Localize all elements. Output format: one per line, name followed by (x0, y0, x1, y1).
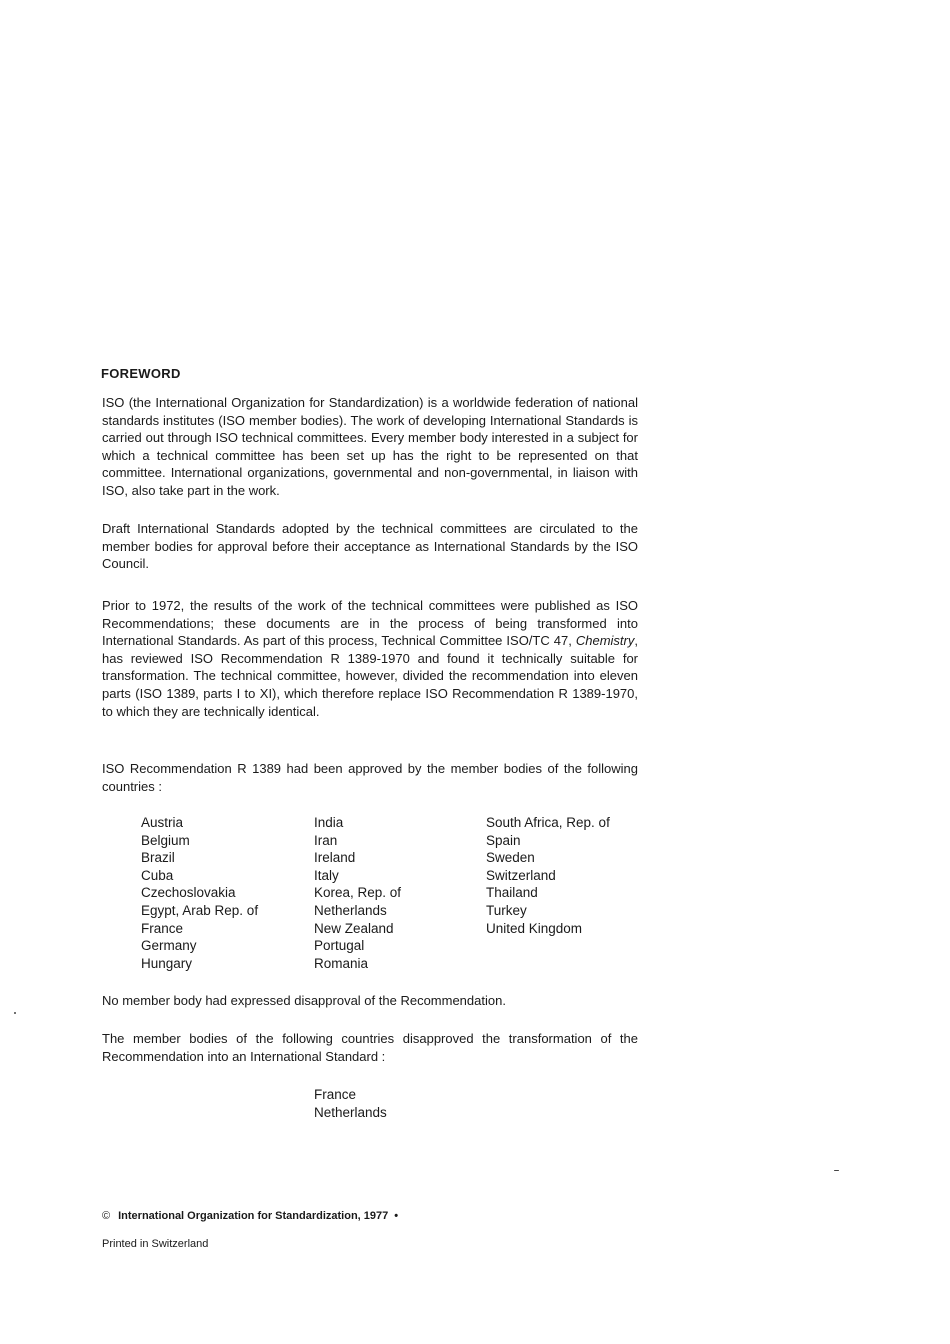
country-item: Belgium (141, 832, 190, 848)
country-item: Spain (486, 832, 521, 848)
country-item: Brazil (141, 850, 175, 866)
country-item: United Kingdom (486, 920, 583, 936)
country-item: Portugal (314, 938, 365, 954)
country-item: Netherlands (314, 1104, 387, 1120)
country-item: Hungary (141, 955, 193, 971)
country-item: Romania (314, 955, 369, 971)
copyright-line (102, 1210, 398, 1222)
approving-countries-column-1 (141, 814, 258, 972)
copyright-symbol: © (102, 1210, 111, 1222)
bullet-icon: • (394, 1210, 399, 1222)
copyright-owner: International Organization for Standardization, 1977 (118, 1210, 389, 1222)
foreword-paragraph-1: ISO (the International Organization for Standardization) is a worldwide federation of national standards institutes (ISO member bodies). The work of developing International Standards is carried out through ISO technical committees. Every member body interested in a subject for which a technical committee has been set up has the right to be represented on that committee. International organizations, governmental and non-governmental, in liaison with ISO, also take part in the work. (102, 395, 638, 498)
foreword-paragraph-5: No member body had expressed disapproval of the Recommendation. (102, 993, 506, 1008)
country-item: South Africa, Rep. of (486, 815, 610, 830)
country-item: Sweden (486, 850, 535, 866)
country-item: Austria (141, 815, 184, 830)
country-item: Korea, Rep. of (314, 885, 402, 901)
country-item: Netherlands (314, 902, 387, 918)
foreword-paragraph-6: The member bodies of the following countries disapproved the transformation of the Recommendation into an International Standard : (102, 1031, 638, 1064)
approving-countries-column-2 (314, 814, 401, 972)
committee-name: Chemistry (575, 633, 635, 649)
disapproving-countries (314, 1086, 387, 1121)
country-item: Ireland (314, 850, 356, 866)
country-item: France (314, 1087, 357, 1102)
scan-speck (14, 1012, 16, 1014)
foreword-paragraph-3 (102, 597, 638, 720)
paragraph-3-text-start: Prior to 1972, the results of the work of the technical committees were published as ISO Recommendations; these documents are in the process of being transformed into International Standards. As part of this process, Technical Committee ISO/TC 47, (102, 598, 638, 649)
country-item: Turkey (486, 902, 527, 918)
country-item: Czechoslovakia (141, 885, 236, 901)
country-item: Iran (314, 832, 338, 848)
country-item: Germany (141, 938, 197, 954)
foreword-paragraph-4: ISO Recommendation R 1389 had been approved by the member bodies of the following countries : (102, 761, 638, 794)
country-item: Cuba (141, 867, 174, 883)
country-item: France (141, 920, 184, 936)
country-item: Switzerland (486, 867, 556, 883)
country-item: India (314, 815, 344, 830)
printed-location: Printed in Switzerland (102, 1238, 209, 1250)
scan-speck (834, 1170, 839, 1171)
country-item: Italy (314, 867, 339, 883)
foreword-heading: FOREWORD (101, 366, 181, 381)
country-item: New Zealand (314, 920, 394, 936)
foreword-paragraph-2: Draft International Standards adopted by the technical committees are circulated to the member bodies for approval before their acceptance as International Standards by the ISO Council. (102, 521, 638, 572)
paragraph-3-text-end: , has reviewed ISO Recommendation R 1389-1970 and found it technically suitable for transformation. The technical committee, however, divided the recommendation into eleven parts (ISO 1389, parts I to XI), which therefore replace ISO Recommendation R 1389-1970, to which they are technically identical. (102, 633, 638, 719)
approving-countries-column-3 (486, 814, 610, 937)
country-item: Thailand (486, 885, 538, 901)
country-item: Egypt, Arab Rep. of (141, 902, 259, 918)
